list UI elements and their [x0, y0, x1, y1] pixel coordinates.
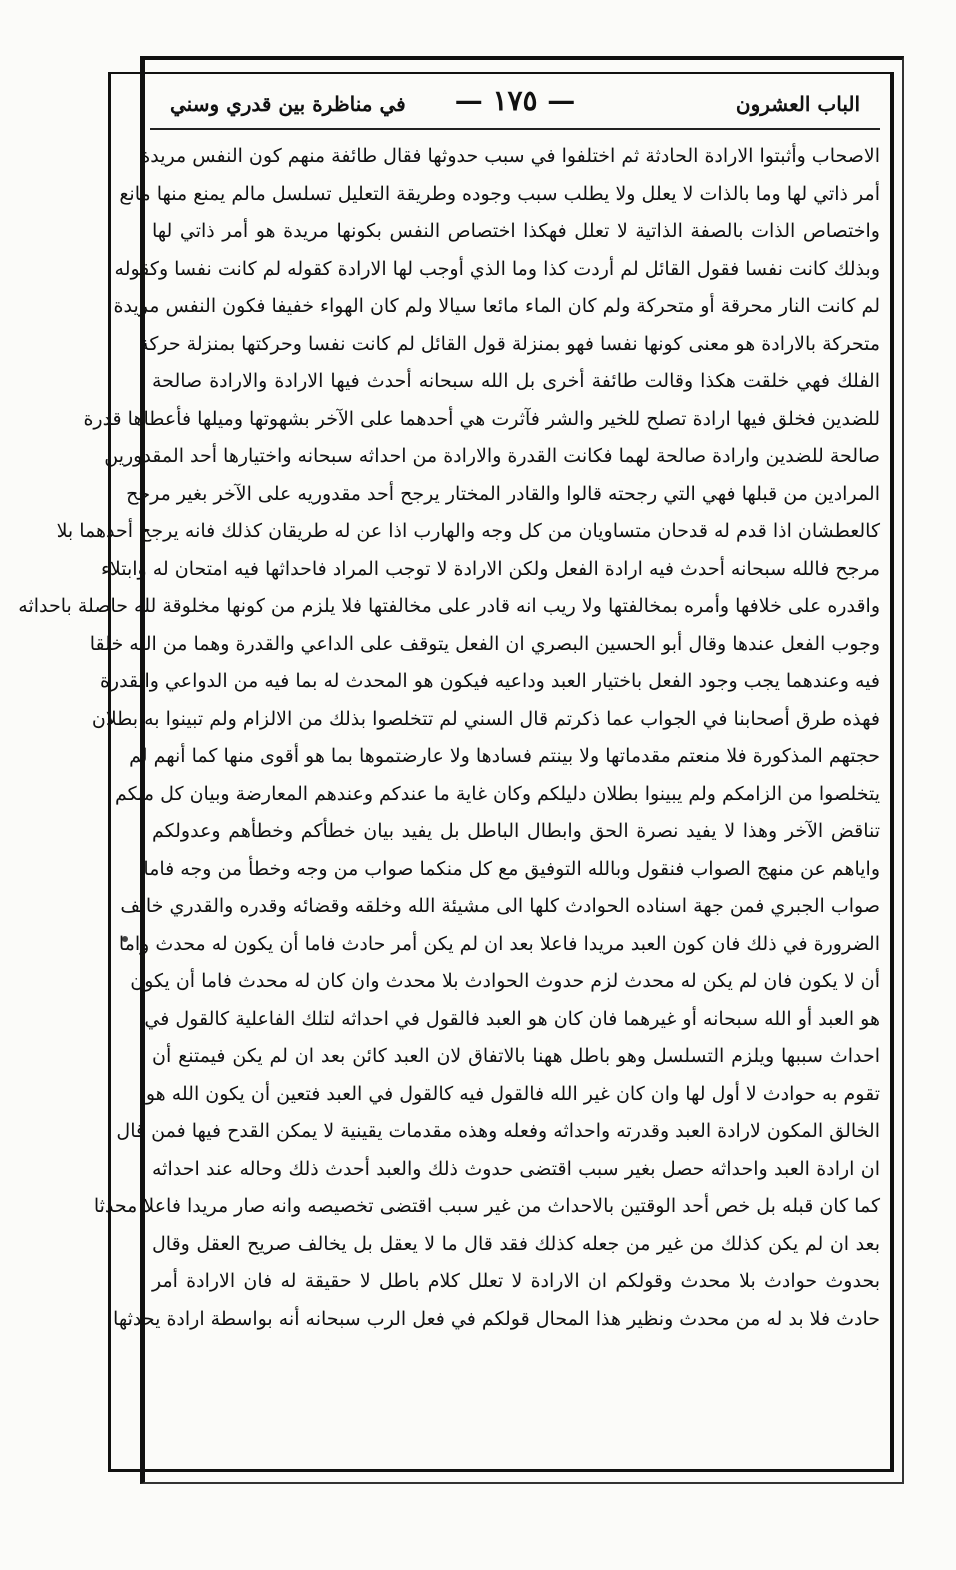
page-header	[150, 84, 880, 130]
text-line: الضرورة في ذلك فان كون العبد مريدا فاعلا بعد ان لم يكن أمر حادث فاما أن يكون له محدث واما	[118, 932, 880, 955]
text-line: الخالق المكون لارادة العبد وقدرته واحداثه وفعله وهذه مقدمات يقينية لا يمكن القدح فيها فمن قال	[116, 1120, 880, 1142]
text-line: فيه وعندهما يجب وجود الفعل باختيار العبد وداعيه فيكون هو المحدث له بما فيه من الدواعي والقدرة	[99, 670, 880, 692]
text-line: واختصاص الذات بالصفة الذاتية لا تعلل فهكذا اختصاص النفس بكونها مريدة هو أمر ذاتي لها	[152, 220, 880, 242]
text-line: الفلك فهي خلقت هكذا وقالت طائفة أخرى بل الله سبحانه أحدث فيها الارادة والارادة صالحة	[152, 370, 880, 392]
text-line: احداث سببها ويلزم التسلسل وهو باطل ههنا بالاتفاق لان العبد كائن بعد ان لم يكن فيمتنع أن	[152, 1045, 880, 1067]
text-line: ان ارادة العبد واحداثه حصل بغير سبب اقتضى حدوث ذلك والعبد أحدث ذلك وحاله عند احداثه	[152, 1157, 880, 1180]
text-line: لم كانت النار محرقة أو متحركة ولم كان الماء مائعا سيالا ولم كان الهواء خفيفا فكون النفس مريدة	[113, 295, 880, 317]
text-line: حادث فلا بد له من محدث ونظير هذا المحال قولكم في فعل الرب سبحانه أنه بواسطة ارادة يحدثها	[113, 1307, 880, 1330]
text-line: يتخلصوا من الزامكم ولم يبينوا بطلان دليلكم وكان غاية ما عندكم وعندهم المعارضة وبيان كل منكم	[115, 782, 880, 805]
text-line: هو العبد أو الله سبحانه أو غيرهما فان كان هو العبد فالقول في احداثه لتلك الفاعلية كالقول في	[144, 1007, 880, 1030]
text-line: وبذلك كانت نفسا فقول القائل لم أردت كذا وما الذي أوجب لها الارادة كقوله لم كانت نفسا وكقوله	[114, 257, 880, 280]
text-line: مرجح فالله سبحانه أحدث فيه ارادة الفعل ولكن الارادة لا توجب المراد فاحداثها فيه امتحان له وابتلاء	[100, 557, 880, 580]
text-line: متحركة بالارادة هو معنى كونها نفسا فهو بمنزلة قول القائل لم كانت نفسا وحركتها بمنزلة حركة	[139, 332, 880, 355]
body-text	[18, 138, 880, 1468]
text-line: فهذه طرق أصحابنا في الجواب عما ذكرتم قال السني لم تتخلصوا بذلك من الالزام ولم تبينوا به بطلان	[91, 707, 880, 730]
text-line: تقوم به حوادث لا أول لها وان كان غير الله فالقول فيه كالقول في العبد فتعين أن يكون الله هو	[145, 1082, 880, 1105]
text-line: كما كان قبله بل خص أحد الوقتين بالاحداث من غير سبب اقتضى تخصيصه وانه صار مريدا فاعلا محدثا	[93, 1195, 880, 1217]
text-line: حجتهم المذكورة فلا منعتم مقدماتها ولا بينتم فسادها ولا عارضتموها بما هو أقوى منها كما أنهم لم	[129, 745, 880, 767]
text-line: صواب الجبري فمن جهة اسناده الحوادث كلها الى مشيئة الله وخلقه وقضائه وقدره والقدري خالف	[120, 895, 880, 917]
text-line: بحدوث حوادث بلا محدث وقولكم ان الارادة لا تعلل كلام باطل لا حقيقة له فان الارادة أمر	[152, 1270, 880, 1292]
text-line: صالحة للضدين وارادة صالحة لهما فكانت القدرة والارادة من احداثه سبحانه واختيارها أحد المقدورين	[104, 445, 880, 467]
page-number: — ١٧٥ —	[454, 84, 576, 117]
text-line: واقدره على خلافها وأمره بمخالفتها ولا ريب انه قادر على مخالفتها فلا يلزم من كونها مخلوقة لله حاصلة باحداثه	[18, 595, 880, 617]
text-line: وجوب الفعل عندها وقال أبو الحسين البصري ان الفعل يتوقف على الداعي والقدرة وهما من الله خلقا	[89, 632, 880, 655]
text-line: تناقض الآخر وهذا لا يفيد نصرة الحق وابطال الباطل بل يفيد بيان خطأكم وخطأهم وعدولكم	[152, 820, 880, 842]
text-line: المرادين من قبلها فهي التي رجحته قالوا والقادر المختار يرجح أحد مقدوريه على الآخر بغير مرجح	[126, 482, 880, 505]
section-title: في مناظرة بين قدري وسني	[170, 92, 406, 116]
text-line: أمر ذاتي لها وما بالذات لا يعلل ولا يطلب سبب وجوده وطريقة التعليل تسلسل مالم يمنع منها مانع	[119, 182, 880, 205]
text-line: أن لا يكون فان لم يكن له محدث لزم حدوث الحوادث بلا محدث وان كان له محدث فاما أن يكون	[130, 970, 880, 992]
text-line: كالعطشان اذا قدم له قدحان متساويان من كل وجه والهارب اذا عن له طريقان كذلك فانه يرجح أحدهما بلا	[56, 520, 880, 542]
chapter-title: الباب العشرون	[735, 92, 860, 116]
text-line: واياهم عن منهج الصواب فنقول وبالله التوفيق مع كل منكما صواب من وجه وخطأ من وجه فاما	[143, 857, 880, 880]
text-line: بعد ان لم يكن كذلك من غير من جعله كذلك فقد قال ما لا يعقل بل يخالف صريح العقل وقال	[152, 1232, 880, 1255]
text-line: الاصحاب وأثبتوا الارادة الحادثة ثم اختلفوا في سبب حدوثها فقال طائفة منهم كون النفس مريدة	[140, 145, 880, 167]
text-line: للضدين فخلق فيها ارادة تصلح للخير والشر فآثرت هي أحدهما على الآخر بشهوتها وميلها فأعطاها قدرة	[83, 407, 880, 430]
